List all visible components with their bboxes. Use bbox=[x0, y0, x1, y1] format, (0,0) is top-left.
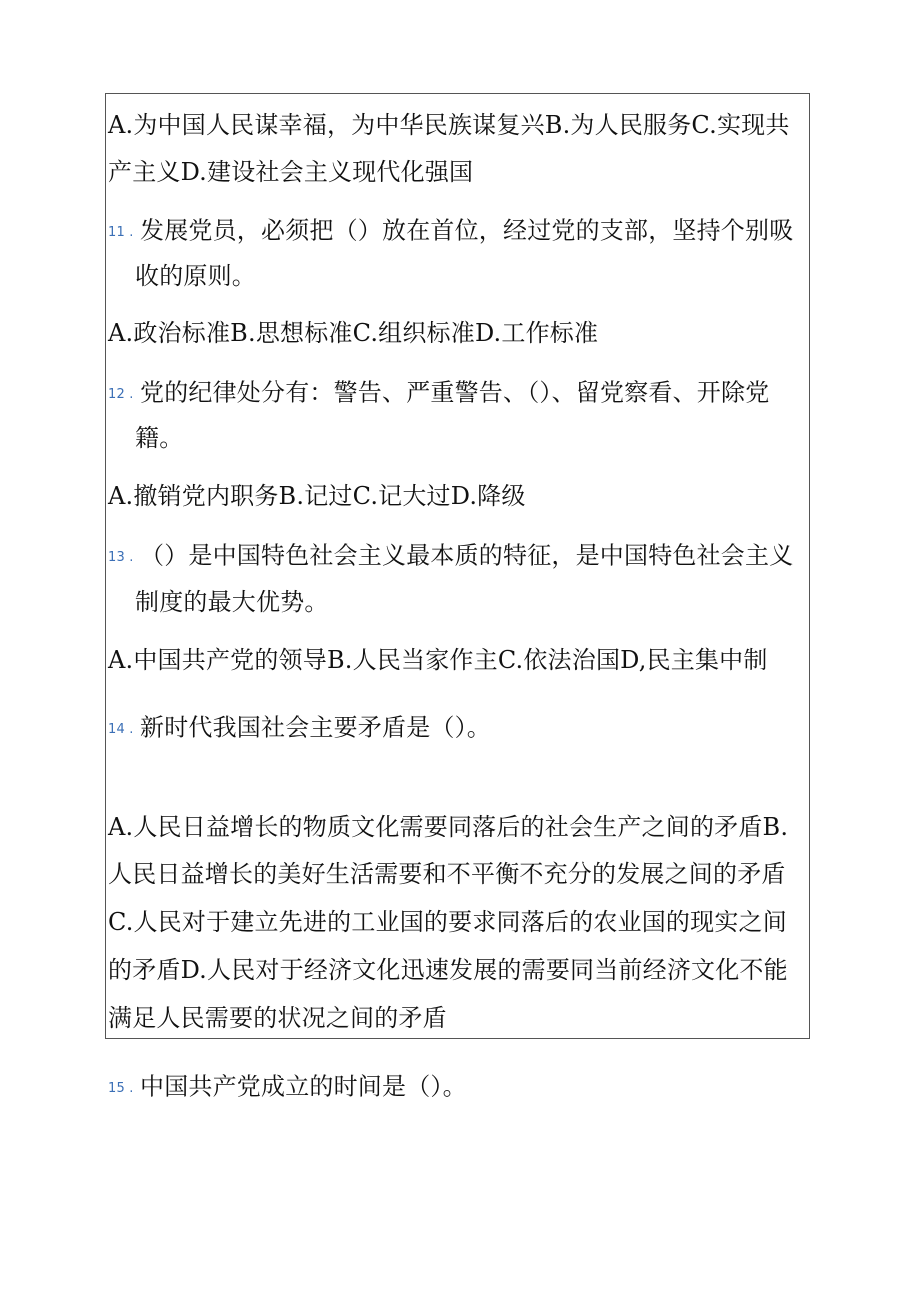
q13-text-line-2: 制度的最大优势。 bbox=[135, 588, 329, 616]
q15-number: 15 . bbox=[108, 1080, 134, 1096]
q15-text: 中国共产党成立的时间是（）。 bbox=[140, 1072, 467, 1101]
q12-number: 12 . bbox=[108, 386, 134, 402]
q14-options-line-1: A.人民日益增长的物质文化需要同落后的社会生产之间的矛盾B. bbox=[108, 813, 789, 841]
q13-options: A.中国共产党的领导B.人民当家作主C.依法治国D,民主集中制 bbox=[108, 646, 768, 674]
q12-text-line-2: 籍。 bbox=[135, 424, 184, 452]
q13-number: 13 . bbox=[108, 549, 134, 565]
q10-options-line-1: A.为中国人民谋幸福，为中华民族谋复兴B.为人民服务C.实现共 bbox=[108, 111, 790, 139]
q14-number: 14 . bbox=[108, 721, 134, 737]
q13-question bbox=[108, 540, 793, 570]
q12-question bbox=[108, 377, 769, 407]
q11-question bbox=[108, 215, 793, 245]
q14-options-line-5: 满足人民需要的状况之间的矛盾 bbox=[108, 1004, 447, 1032]
q14-options-line-3: C.人民对于建立先进的工业国的要求同落后的农业国的现实之间 bbox=[108, 908, 787, 936]
q12-text-line-1: 党的纪律处分有：警告、严重警告、（）、留党察看、开除党 bbox=[140, 378, 770, 407]
q11-options: A.政治标准B.思想标准C.组织标准D.工作标准 bbox=[108, 319, 599, 347]
q10-options-line-2: 产主义D.建设社会主义现代化强国 bbox=[108, 158, 474, 186]
q12-options: A.撤销党内职务B.记过C.记大过D.降级 bbox=[108, 482, 526, 510]
q11-text-line-1: 发展党员，必须把（）放在首位，经过党的支部，坚持个别吸 bbox=[140, 216, 794, 245]
q11-number: 11 . bbox=[108, 224, 134, 240]
q14-options-line-2: 人民日益增长的美好生活需要和不平衡不充分的发展之间的矛盾 bbox=[108, 860, 786, 888]
q14-options-line-4: 的矛盾D.人民对于经济文化迅速发展的需要同当前经济文化不能 bbox=[108, 956, 788, 984]
q14-text: 新时代我国社会主要矛盾是（）。 bbox=[140, 713, 491, 742]
q15-question bbox=[108, 1071, 467, 1101]
q13-text-line-1: （）是中国特色社会主义最本质的特征，是中国特色社会主义 bbox=[140, 541, 794, 570]
q14-question bbox=[108, 712, 491, 742]
q11-text-line-2: 收的原则。 bbox=[135, 262, 256, 290]
